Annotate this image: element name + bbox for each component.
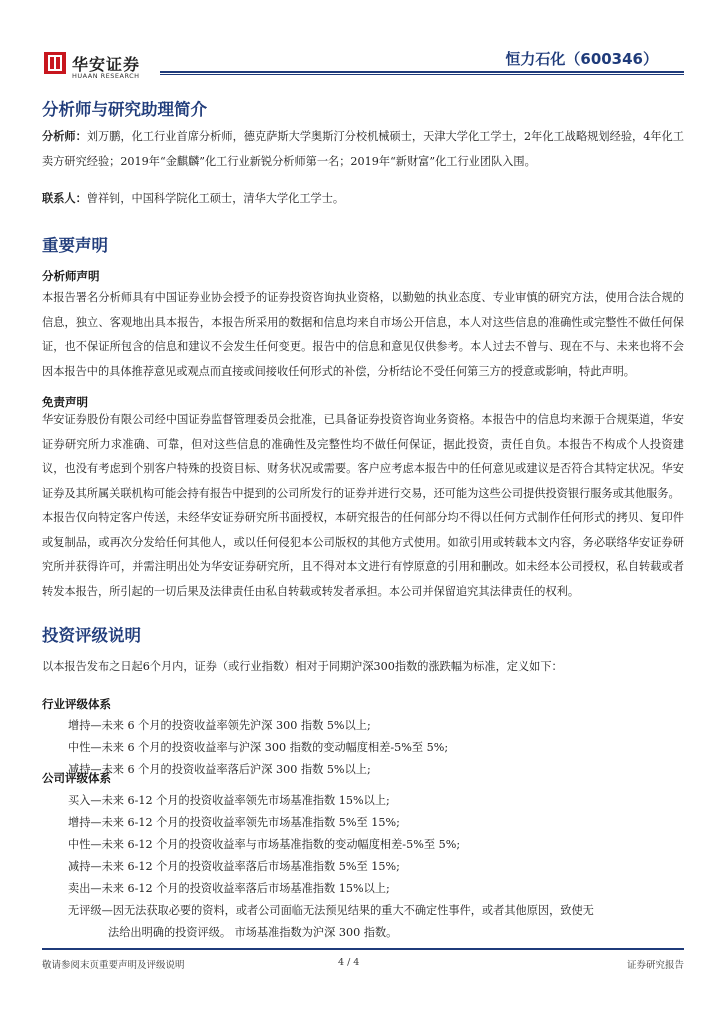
footer-notice: 敬请参阅末页重要声明及评级说明 <box>42 960 185 971</box>
header-divider <box>160 71 684 73</box>
company-rating-item: 中性—未来 6-12 个月的投资收益率与市场基准指数的变动幅度相差-5%至 5%; <box>68 838 461 851</box>
company-rating-item: 卖出—未来 6-12 个月的投资收益率落后市场基准指数 15%以上; <box>68 882 390 895</box>
page-number: 4 / 4 <box>338 957 360 968</box>
company-rating-title: 公司评级体系 <box>42 771 111 785</box>
footer-divider <box>42 948 684 950</box>
rating-intro: 以本报告发布之日起6个月内，证券（或行业指数）相对于同期沪深300指数的涨跌幅为标准，定义如下： <box>42 660 563 673</box>
footer-report-type: 证券研究报告 <box>626 960 684 971</box>
exemption-title: 免责声明 <box>42 395 88 409</box>
header-divider-thin <box>160 74 684 75</box>
section-title-analyst: 分析师与研究助理简介 <box>42 100 207 119</box>
section-title-rating: 投资评级说明 <box>42 626 141 645</box>
industry-rating-item: 中性—未来 6 个月的投资收益率与沪深 300 指数的变动幅度相差-5%至 5%; <box>68 741 449 754</box>
logo-text-cn: 华安证券 <box>72 55 141 74</box>
company-rating-item: 买入—未来 6-12 个月的投资收益率领先市场基准指数 15%以上; <box>68 794 390 807</box>
industry-rating-item: 增持—未来 6 个月的投资收益率领先沪深 300 指数 5%以上; <box>68 719 371 732</box>
contact-label: 联系人： <box>42 191 87 205</box>
company-rating-item: 减持—未来 6-12 个月的投资收益率落后市场基准指数 5%至 15%; <box>68 860 400 873</box>
analyst-bio <box>42 124 684 174</box>
company-rating-item: 增持—未来 6-12 个月的投资收益率领先市场基准指数 5%至 15%; <box>68 816 400 829</box>
industry-rating-item: 减持—未来 6 个月的投资收益率落后沪深 300 指数 5%以上; <box>68 763 371 776</box>
report-title: 恒力石化（600346） <box>505 50 658 68</box>
analyst-text: 刘万鹏，化工行业首席分析师，德克萨斯大学奥斯汀分校机械硕士，天津大学化工学士，2年化工战略规划经验，4年化工卖方研究经验；2019年“金麒麟”化工行业新锐分析师第一名；2019年“新财富”化工行业团队入围。 <box>42 130 684 168</box>
huaan-logo-icon <box>44 52 66 74</box>
no-rating-line-1: 无评级—因无法获取必要的资料，或者公司面临无法预见结果的重大不确定性事件，或者其他原因，致使无 <box>68 904 594 917</box>
no-rating-line-2: 法给出明确的投资评级。 市场基准指数为沪深 300 指数。 <box>108 926 398 939</box>
page-header <box>42 40 684 86</box>
contact-text: 曾祥钊，中国科学院化工硕士，清华大学化工学士。 <box>86 192 345 205</box>
industry-rating-title: 行业评级体系 <box>42 697 111 711</box>
exemption-text-1: 华安证券股份有限公司经中国证券监督管理委员会批准，已具备证券投资咨询业务资格。本报告中的信息均来源于合规渠道，华安证券研究所力求准确、可靠，但对这些信息的准确性及完整性均不做任何保证，据此投资，责任自负。本报告不构成个人投资建议，也没有考虑到个别客户特殊的投资目标、财务状况或需要。客户应考虑本报告中的任何意见或建议是否符合其特定状况。华安证券及其所属关联机构可能会持有报告中提到的公司所发行的证券并进行交易，还可能为这些公司提供投资银行服务或其他服务。 <box>42 413 684 500</box>
contact-info <box>42 186 684 212</box>
analyst-statement-text: 本报告署名分析师具有中国证券业协会授予的证券投资咨询执业资格，以勤勉的执业态度、专业审慎的研究方法，使用合法合规的信息，独立、客观地出具本报告，本报告所采用的数据和信息均来自市场公开信息，本人对这些信息的准确性或完整性不做任何保证，也不保证所包含的信息和建议不会发生任何变更。报告中的信息和意见仅供参考。本人过去不曾与、现在不与、未来也将不会因本报告中的具体推荐意见或观点而直接或间接收任何形式的补偿，分析结论不受任何第三方的授意或影响，特此声明。 <box>42 291 684 378</box>
exemption-text-2: 本报告仅向特定客户传送，未经华安证券研究所书面授权，本研究报告的任何部分均不得以任何方式制作任何形式的拷贝、复印件或复制品，或再次分发给任何其他人，或以任何侵犯本公司版权的其他方式使用。如欲引用或转载本文内容，务必联络华安证券研究所并获得许可，并需注明出处为华安证券研究所，且不得对本文进行有悖原意的引用和删改。如未经本公司授权，私自转载或者转发本报告，所引起的一切后果及法律责任由私自转载或转发者承担。本公司并保留追究其法律责任的权利。 <box>42 511 684 598</box>
logo-text-en: HUAAN RESEARCH <box>72 72 140 80</box>
analyst-label: 分析师： <box>42 129 87 143</box>
page-footer <box>42 948 684 978</box>
section-title-disclaimer: 重要声明 <box>42 236 108 255</box>
analyst-statement-title: 分析师声明 <box>42 269 100 283</box>
